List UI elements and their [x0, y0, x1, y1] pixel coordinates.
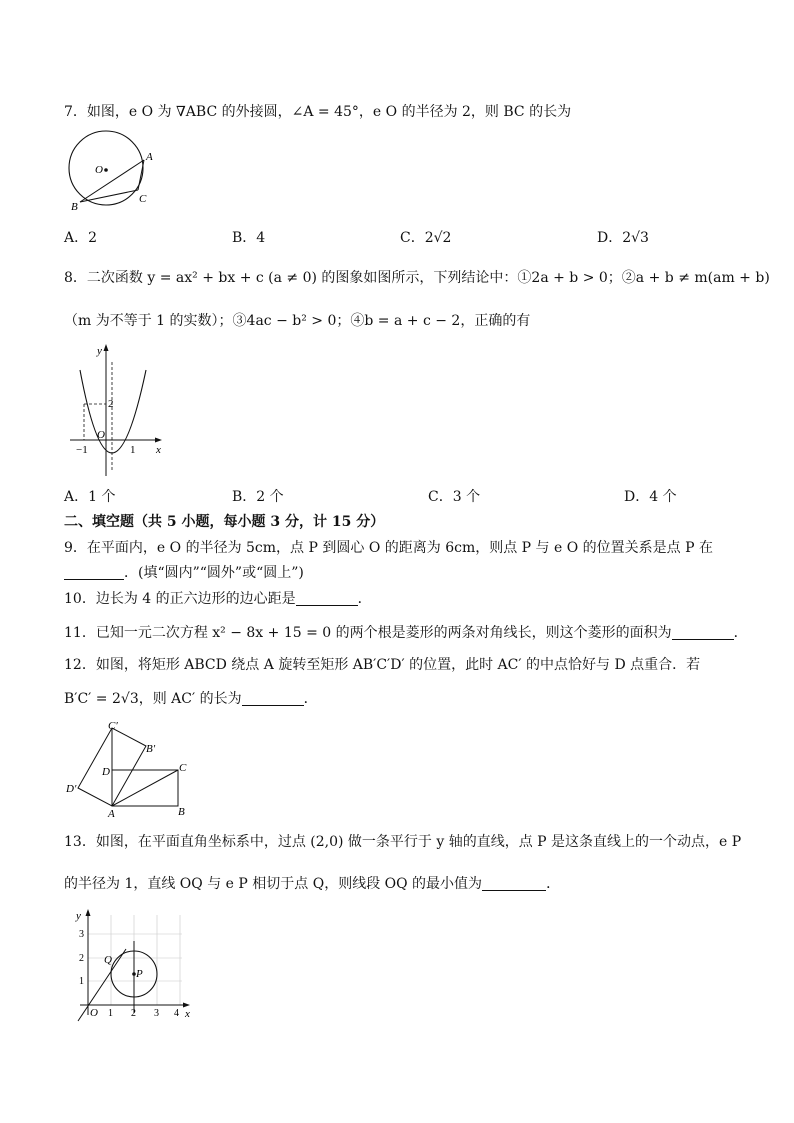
q7-stem: 7．如图，e O 为 ∇ABC 的外接圆，∠A = 45°，e O 的半径为 2，则 BC 的长为 [64, 104, 572, 120]
q13-tick-y3: 3 [79, 929, 84, 940]
q7-label-a: A [146, 151, 153, 163]
q12-figure [64, 718, 204, 818]
q12-stem-line1: 12．如图，将矩形 ABCD 绕点 A 旋转至矩形 AB′C′D′ 的位置，此时 AC′ 的中点恰好与 D 点重合．若 [64, 657, 701, 673]
q13-tick-x1: 1 [108, 1008, 113, 1019]
q7-side-ac [138, 160, 144, 190]
q13-label-o: O [90, 1007, 98, 1019]
q8-option-c[interactable]: C．3 个 [428, 489, 481, 505]
q8-label-2: 2 [108, 398, 114, 410]
q11-answer-blank[interactable] [672, 625, 734, 640]
q13-tick-x3: 3 [154, 1008, 159, 1019]
q8-option-b[interactable]: B．2 个 [232, 489, 284, 505]
q7-label-b: B [71, 201, 78, 213]
q7-option-d[interactable]: D．2√3 [597, 230, 649, 246]
q12-suffix: ． [303, 691, 318, 707]
q8-option-d[interactable]: D．4 个 [624, 489, 677, 505]
q10-text: 10．边长为 4 的正六边形的边心距是 [64, 591, 296, 607]
q8-parabola [80, 370, 146, 453]
q8-label-o: O [97, 429, 105, 441]
q11-suffix: ． [733, 625, 748, 641]
q12-label-d1: D′ [66, 783, 77, 795]
q10-suffix: ． [357, 591, 372, 607]
q12-label-d: D [102, 766, 110, 778]
q7-label-o: O [95, 164, 103, 176]
q8-y-arrow [104, 344, 109, 351]
q12-label-b1: B′ [146, 743, 156, 755]
q13-label-p: P [136, 968, 143, 980]
q7-figure [64, 130, 164, 214]
q7-option-a[interactable]: A．2 [64, 230, 98, 246]
q13-tick-y1: 1 [79, 976, 84, 987]
q10-stem [64, 588, 372, 608]
q13-figure [64, 905, 194, 1025]
q13-label-q: Q [104, 954, 112, 966]
q9-stem-line1: 9．在平面内，e O 的半径为 5cm，点 P 到圆心 O 的距离为 6cm，则点 P 与 e O 的位置关系是点 P 在 [64, 540, 713, 556]
q13-text: 的半径为 1，直线 OQ 与 e P 相切于点 Q，则线段 OQ 的最小值为 [64, 876, 483, 892]
q8-x-arrow [155, 438, 162, 443]
q9-suffix: ．(填“圆内”“圆外”或“圆上”) [124, 565, 304, 581]
q12-label-c1: C′ [108, 720, 118, 732]
q8-label-neg1: −1 [76, 444, 88, 456]
q8-label-1: 1 [130, 444, 136, 456]
q13-tick-y2: 2 [79, 953, 84, 964]
q13-label-y: y [76, 910, 81, 922]
q7-label-c: C [139, 193, 147, 205]
q13-stem-line1: 13．如图，在平面直角坐标系中，过点 (2,0) 做一条平行于 y 轴的直线，点 P 是这条直线上的一个动点，e P [64, 834, 742, 850]
q8-stem-line2: （m 为不等于 1 的实数）；③4ac − b² > 0；④b = a + c − 2，正确的有 [64, 313, 531, 329]
q13-answer-blank[interactable] [482, 876, 546, 891]
q13-suffix: ． [546, 876, 561, 892]
q13-tick-x4: 4 [174, 1008, 179, 1019]
section2-heading: 二、填空题（共 5 小题，每小题 3 分，计 15 分） [64, 514, 385, 530]
q13-x-arrow [183, 1003, 190, 1008]
q8-option-a[interactable]: A．1 个 [64, 489, 116, 505]
q12-label-a: A [108, 808, 115, 818]
q13-tick-x2: 2 [131, 1008, 136, 1019]
q11-stem [64, 622, 748, 642]
q7-option-b[interactable]: B．4 [232, 230, 266, 246]
q12-label-c: C [179, 762, 187, 774]
q13-label-x: x [185, 1008, 190, 1020]
q8-figure [64, 340, 174, 478]
q7-option-c[interactable]: C．2√2 [400, 230, 452, 246]
q8-stem-line1: 8．二次函数 y = ax² + bx + c (a ≠ 0) 的图象如图所示，下列结论中：①2a + b > 0；②a + b ≠ m(am + b) [64, 270, 770, 286]
q12-answer-blank[interactable] [242, 691, 304, 706]
q12-label-b: B [178, 806, 185, 818]
q13-stem-line2 [64, 873, 560, 893]
q9-answer-blank[interactable] [64, 565, 124, 580]
q12-stem-line2 [64, 688, 318, 708]
q10-answer-blank[interactable] [296, 591, 358, 606]
q12-text: B′C′ = 2√3，则 AC′ 的长为 [64, 691, 242, 707]
q11-text: 11．已知一元二次方程 x² − 8x + 15 = 0 的两个根是菱形的两条对角线长，则这个菱形的面积为 [64, 625, 672, 641]
q9-stem-line2 [64, 562, 304, 582]
q7-center-dot [104, 168, 108, 172]
q8-label-y: y [97, 345, 102, 357]
q13-grid [88, 915, 182, 1005]
q13-y-arrow [86, 909, 91, 916]
q8-label-x: x [156, 444, 161, 456]
q13-line-oq [78, 949, 126, 1021]
